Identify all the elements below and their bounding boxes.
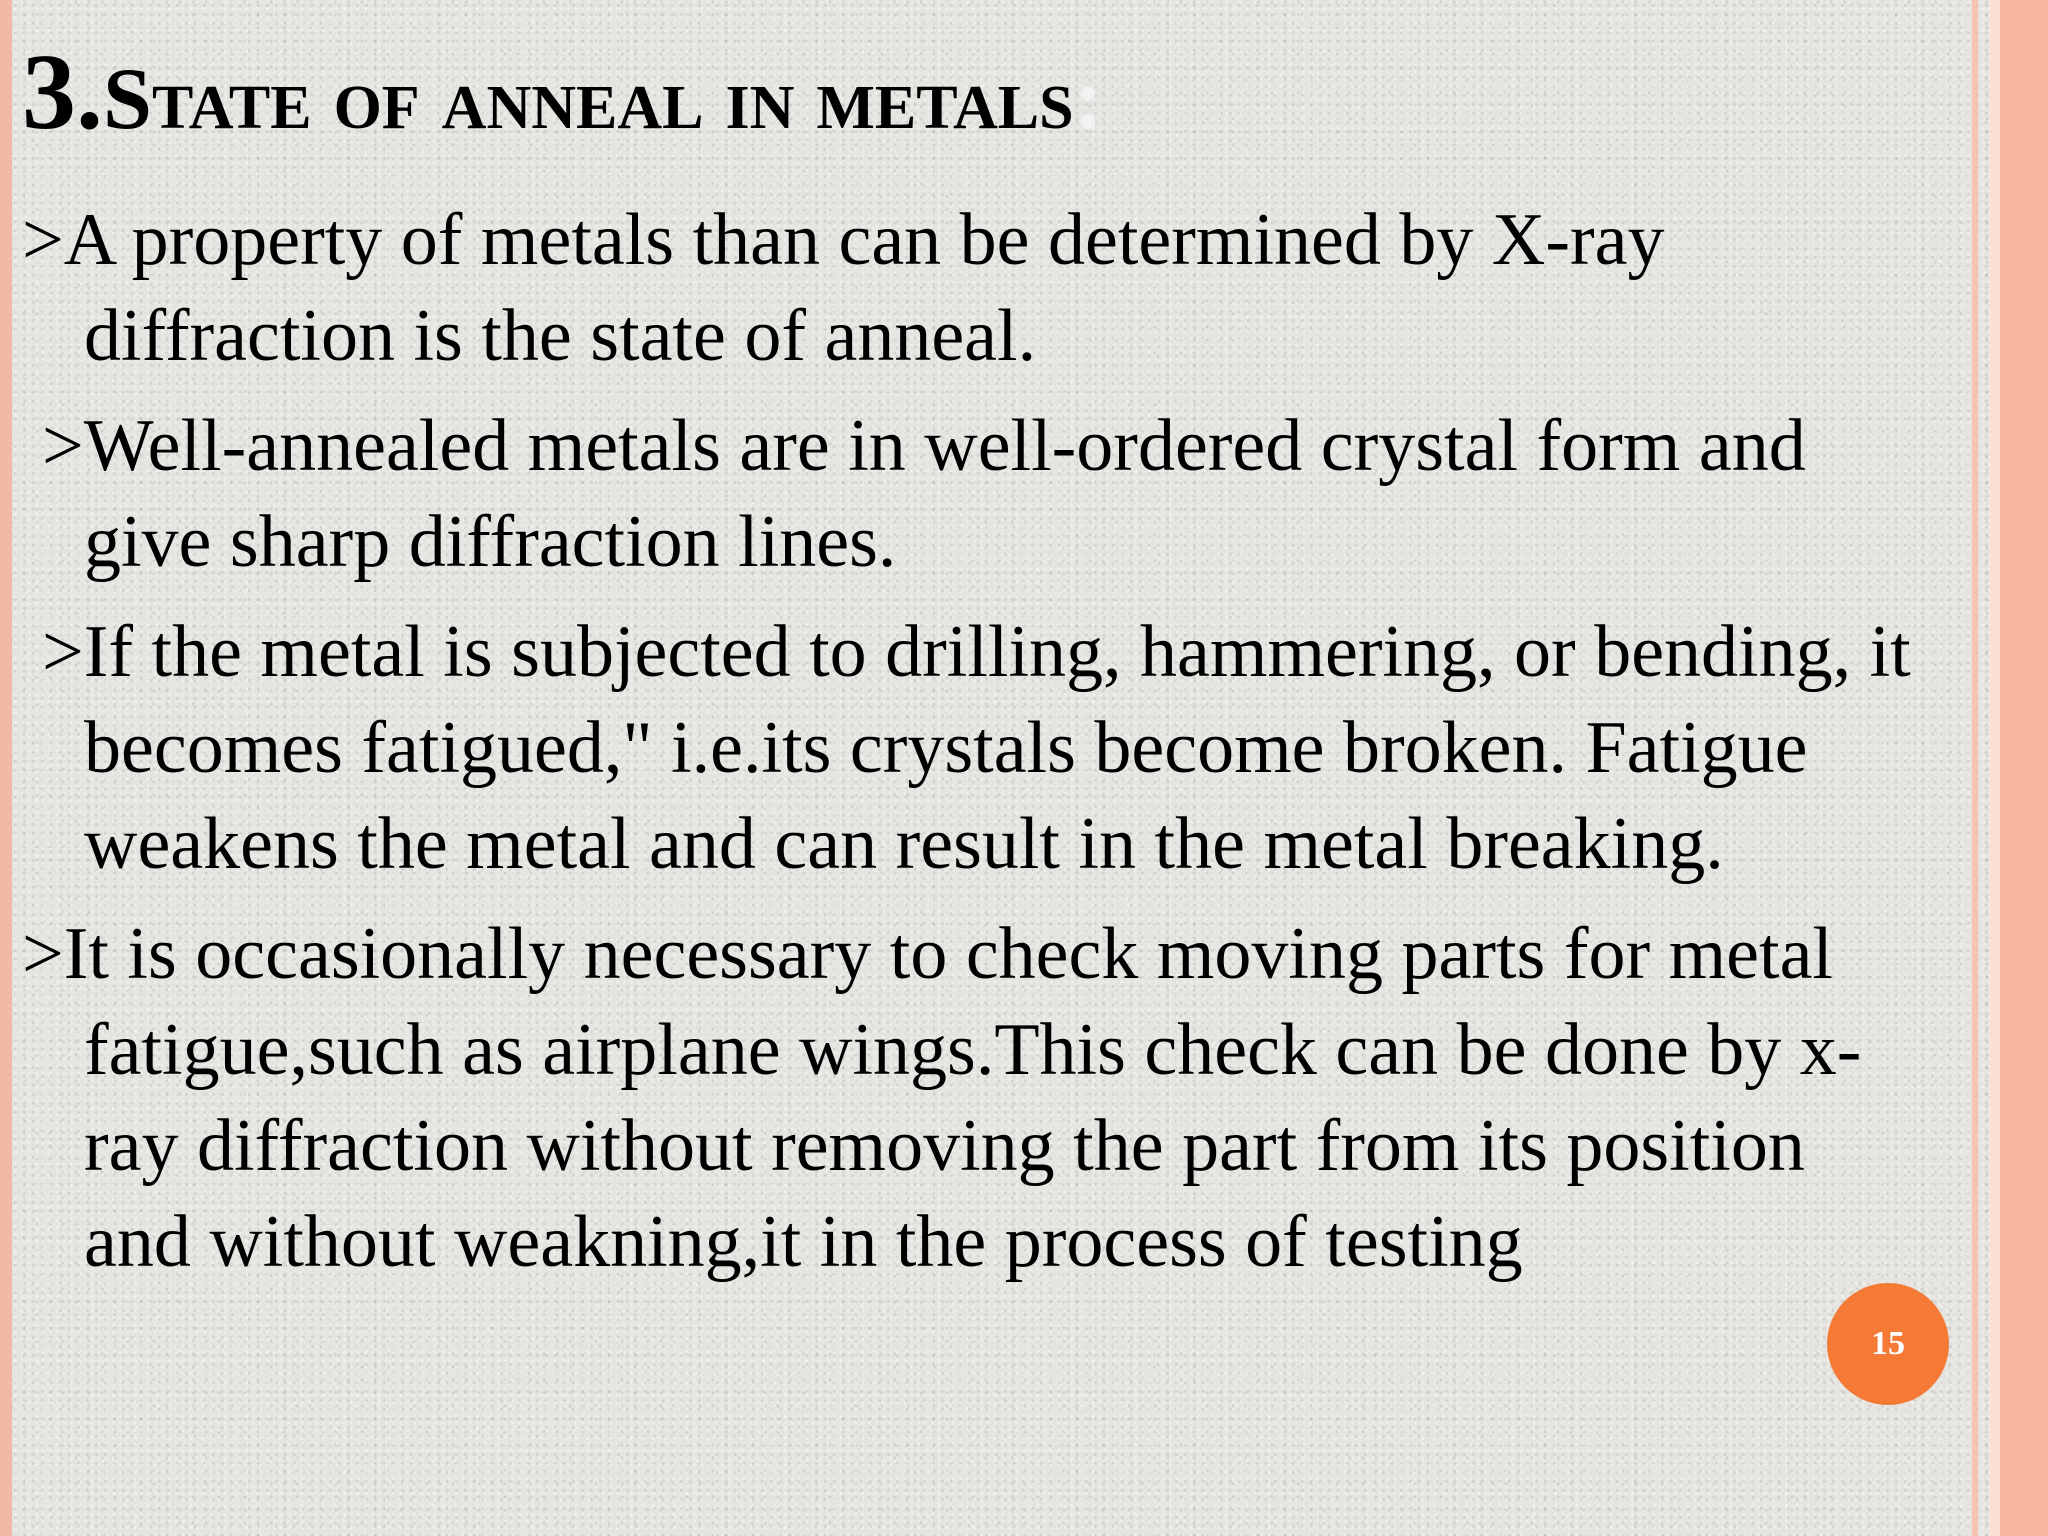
slide-title-text: State of anneal in metals [103, 51, 1074, 148]
bullet-point: >A property of metals than can be determined by X-ray diffraction is the state of anneal. [22, 199, 1665, 377]
slide-border-right-light-line [1990, 0, 2000, 1536]
slide-title-number: 3. [22, 33, 103, 152]
page-number: 15 [1871, 1325, 1905, 1362]
slide-border-right [2000, 0, 2048, 1536]
slide-title-colon: : [1073, 51, 1103, 148]
bullet-point: >If the metal is subjected to drilling, hammering, or bending, it becomes fatigued," i.e.its crystals become broken. Fatigue weakens the metal and can result in the metal breaking. [42, 611, 1911, 885]
slide-border-right-thin-line [1972, 0, 1978, 1536]
bullet-point: >Well-annealed metals are in well-ordered crystal form and give sharp diffraction lines. [42, 405, 1806, 583]
slide-title [22, 28, 1103, 158]
slide-body [22, 192, 1922, 1304]
page-number-badge [1827, 1283, 1949, 1405]
bullet-point: >It is occasionally necessary to check moving parts for metal fatigue,such as airplane wings.This check can be done by x-ray diffraction without removing the part from its position and without weakning,it in the process of testing [22, 913, 1862, 1283]
slide-border-left [0, 0, 12, 1536]
